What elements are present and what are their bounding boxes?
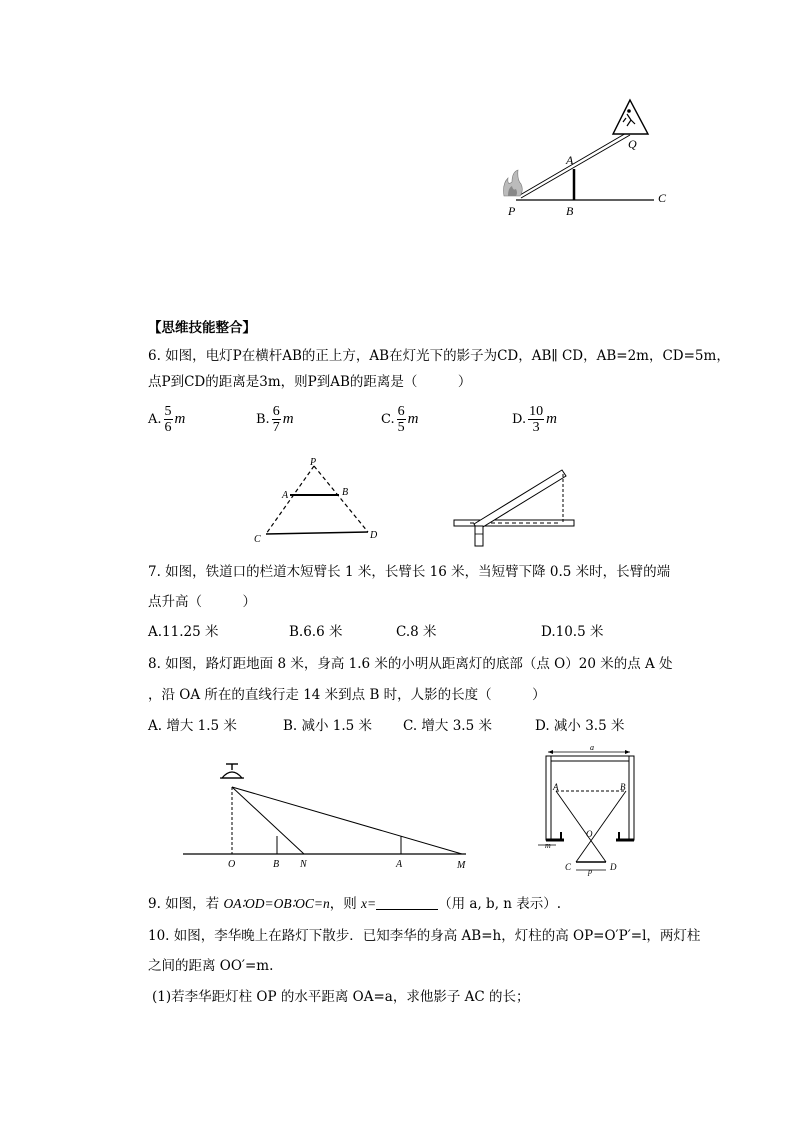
q7-line1: 7. 如图，铁道口的栏道木短臂长 1 米，长臂长 16 米，当短臂下降 0.5 米时，长臂的端	[148, 564, 671, 580]
q7-figure-barrier	[450, 464, 580, 550]
q6-line1: 6. 如图，电灯P在横杆AB的正上方，AB在灯光下的影子为CD，AB∥ CD，AB=2m，CD=5m，	[148, 348, 730, 364]
label-B: B	[342, 487, 349, 498]
lamp-icon	[220, 764, 244, 778]
label-a: a	[590, 744, 594, 752]
label-m: m	[545, 841, 551, 850]
q8-line2: ，沿 OA 所在的直线行走 14 米到点 B 时，人影的长度（ ）	[148, 687, 546, 703]
q7-option-b[interactable]: B.6.6 米	[289, 624, 343, 640]
label-O: O	[586, 829, 593, 839]
q6-line2: 点P到CD的距离是3m，则P到AB的距离是（ ）	[148, 374, 472, 390]
q6-figure-triangle	[246, 454, 386, 546]
label-P: P	[310, 457, 317, 468]
q8-option-c[interactable]: C. 增大 3.5 米	[403, 718, 492, 734]
label-A: A	[282, 490, 289, 501]
label-A: A	[553, 782, 559, 792]
warning-sign-icon	[613, 100, 648, 134]
q7-line2: 点升高（ ）	[148, 594, 256, 610]
q6-option-d[interactable]: D. 10 3 m	[512, 404, 557, 435]
label-B: B	[620, 782, 626, 792]
section-title: 【思维技能整合】	[148, 320, 256, 336]
q8-figure-streetlamp	[180, 760, 480, 872]
q10-line1: 10. 如图，李华晚上在路灯下散步．已知李华的身高 AB=h，灯柱的高 OP=O′P′=l，两灯柱	[148, 928, 701, 944]
q8-option-b[interactable]: B. 减小 1.5 米	[283, 718, 373, 734]
label-C: C	[565, 862, 572, 872]
label-P: P	[508, 204, 516, 217]
q7-option-a[interactable]: A.11.25 米	[148, 624, 219, 640]
label-D: D	[370, 530, 378, 541]
fire-icon	[504, 170, 523, 196]
figure-top-seesaw	[490, 92, 680, 217]
q8-line1: 8. 如图，路灯距地面 8 米，身高 1.6 米的小明从距离灯的底部（点 O）20 米的点 A 处	[148, 656, 673, 672]
q8-option-d[interactable]: D. 减小 3.5 米	[535, 718, 625, 734]
q6-option-c[interactable]: C. 6 5 m	[381, 404, 419, 435]
label-A: A	[566, 153, 574, 167]
q7-option-d[interactable]: D.10.5 米	[541, 624, 604, 640]
label-N: N	[300, 859, 307, 870]
q8-figure-box	[534, 744, 644, 878]
label-Q: Q	[628, 137, 637, 151]
label-B: B	[566, 204, 574, 217]
label-O: O	[228, 859, 236, 870]
label-A: A	[396, 859, 403, 870]
q8-option-a[interactable]: A. 增大 1.5 米	[148, 718, 237, 734]
label-p: p	[588, 867, 592, 876]
q6-option-b[interactable]: B. 6 7 m	[256, 404, 294, 435]
q10-line2: 之间的距离 OO′=m.	[148, 958, 274, 974]
label-M: M	[457, 860, 466, 871]
q10-sub1: (1)若李华距灯柱 OP 的水平距离 OA=a，求他影子 AC 的长；	[152, 989, 530, 1005]
q7-option-c[interactable]: C.8 米	[396, 624, 437, 640]
label-C: C	[658, 191, 667, 205]
label-D: D	[610, 862, 617, 872]
label-C: C	[254, 534, 261, 545]
label-B: B	[273, 859, 280, 870]
q9-answer-blank[interactable]	[376, 897, 438, 910]
q9-line: 9. 如图，若 OA∶OD=OB∶OC=n，则 x= （用 a, b, n 表示）.	[148, 896, 562, 912]
q6-option-a[interactable]: A. 5 6 m	[148, 404, 186, 435]
